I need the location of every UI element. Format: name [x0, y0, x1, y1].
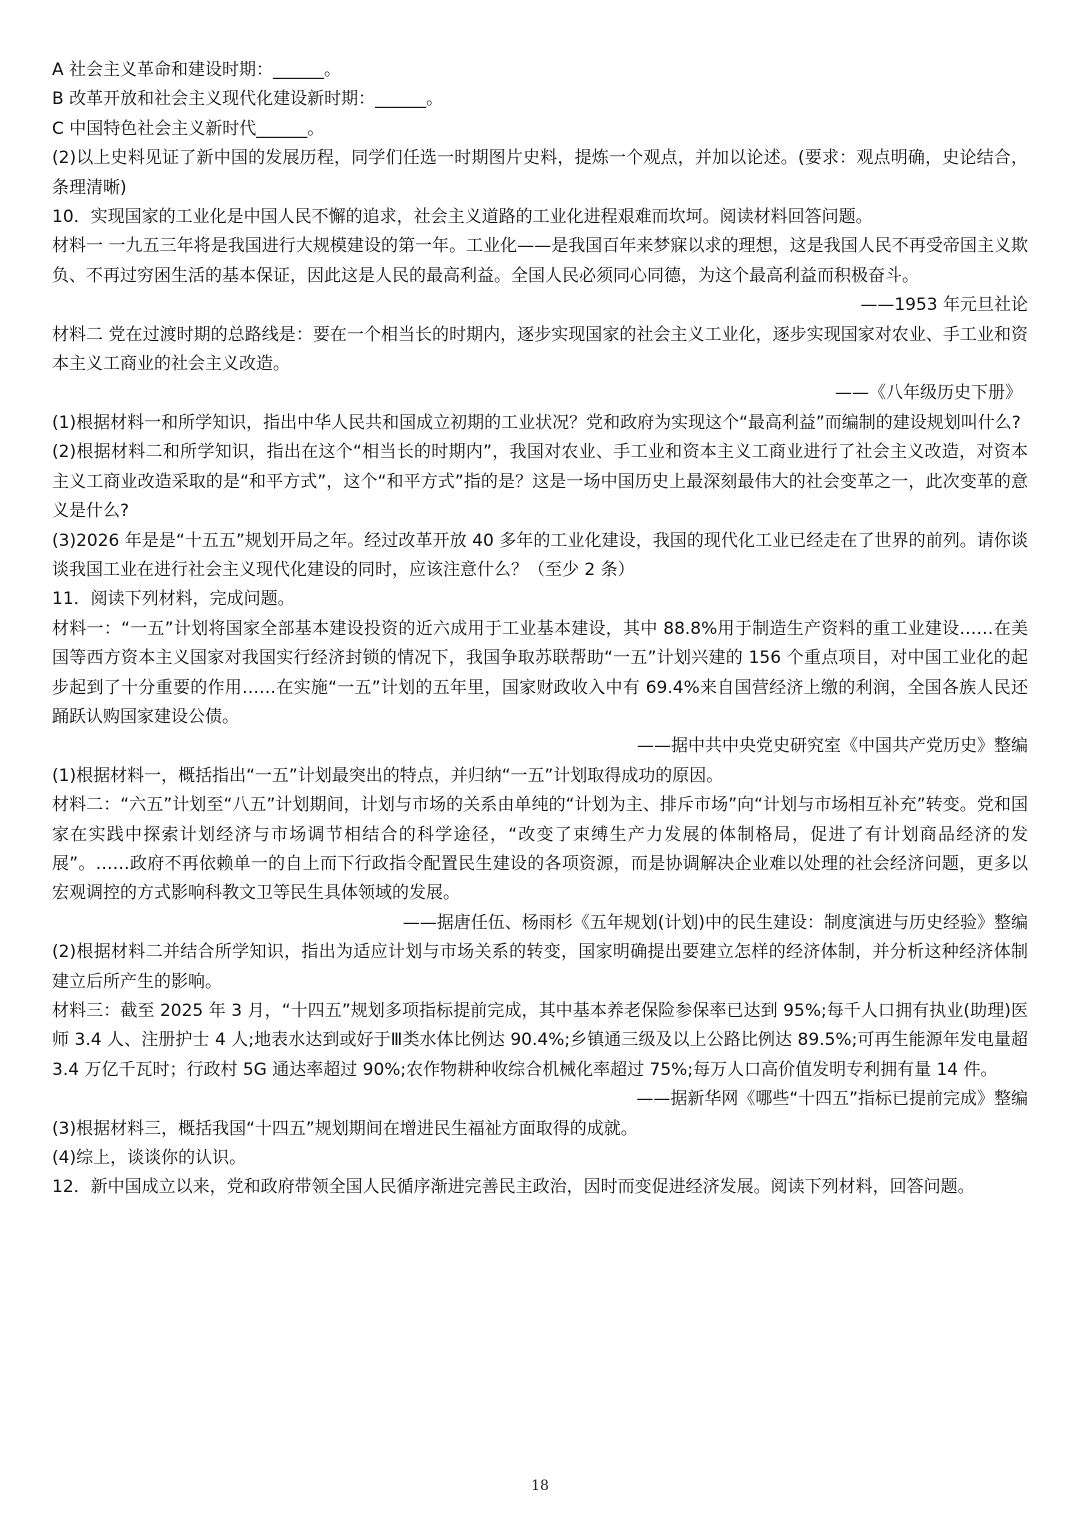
document-page — [52, 56, 1028, 1203]
q9-option-c: C 中国特色社会主义新时代______。 — [52, 118, 325, 139]
q10-stem: 10．实现国家的工业化是中国人民不懈的追求，社会主义道路的工业化进程艰难而坎坷。阅读材料回答问题。 — [52, 207, 873, 228]
q10-material-1: 材料一 一九五三年将是我国进行大规模建设的第一年。工业化——是我国百年来梦寐以求的理想，这是我国人民不再受帝国主义欺负、不再过穷困生活的基本保证，因此这是人民的最高利益。全国人民必须同心同德，为这个最高利益而积极奋斗。 — [52, 236, 1028, 286]
q11-material-1: 材料一：“一五”计划将国家全部基本建设投资的近六成用于工业基本建设，其中 88.8%用于制造生产资料的重工业建设……在美国等西方资本主义国家对我国实行经济封锁的情况下，我国争取苏联帮助“一五”计划兴建的 156 个重点项目，对中国工业化的起步起到了十分重要的作用……在实施“一五”计划的五年里，国家财政收入中有 69.4%来自国营经济上缴的利润，全国各族人民还踊跃认购国家建设公债。 — [52, 618, 1028, 727]
q9-option-b: B 改革开放和社会主义现代化建设新时期：______。 — [52, 89, 444, 110]
q11-material-1-source: ——据中共中央党史研究室《中国共产党历史》整编 — [637, 736, 1028, 757]
q11-subquestion-1: (1)根据材料一，概括指出“一五”计划最突出的特点，并归纳“一五”计划取得成功的原因。 — [52, 765, 724, 786]
q10-subquestion-3: (3)2026 年是是“十五五”规划开局之年。经过改革开放 40 多年的工业化建设，我国的现代化工业已经走在了世界的前列。请你谈谈我国工业在进行社会主义现代化建设的同时，应该注意什么？（至少 2 条） — [52, 530, 1028, 580]
q11-material-3: 材料三：截至 2025 年 3 月，“十四五”规划多项指标提前完成，其中基本养老保险参保率已达到 95%;每千人口拥有执业(助理)医师 3.4 人、注册护士 4 人;地表水达到或好于Ⅲ类水体比例达 90.4%;乡镇通三级及以上公路比例达 89.5%;可再生能源年发电量超 3.4 万亿千瓦时；行政村 5G 通达率超过 90%;农作物耕种收综合机械化率超过 75%;每万人口高价值发明专利拥有量 14 件。 — [52, 1001, 1028, 1080]
q9-option-a: A 社会主义革命和建设时期：______。 — [52, 60, 342, 80]
q10-subquestion-1: (1)根据材料一和所学知识，指出中华人民共和国成立初期的工业状况？党和政府为实现这个“最高利益”而编制的建设规划叫什么? — [52, 412, 1021, 433]
q10-material-1-source: ——1953 年元旦社论 — [860, 295, 1028, 316]
q10-material-2: 材料二 党在过渡时期的总路线是：要在一个相当长的时期内，逐步实现国家的社会主义工业化，逐步实现国家对农业、手工业和资本主义工商业的社会主义改造。 — [52, 324, 1028, 375]
q12-stem: 12．新中国成立以来，党和政府带领全国人民循序渐进完善民主政治，因时而变促进经济发展。阅读下列材料，回答问题。 — [52, 1177, 975, 1198]
q11-subquestion-4: (4)综上，谈谈你的认识。 — [52, 1148, 247, 1169]
q11-subquestion-2: (2)根据材料二并结合所学知识，指出为适应计划与市场关系的转变，国家明确提出要建立怎样的经济体制，并分析这种经济体制建立后所产生的影响。 — [52, 942, 1028, 992]
q9-subquestion-2: (2)以上史料见证了新中国的发展历程，同学们任选一时期图片史料，提炼一个观点，并加以论述。(要求：观点明确，史论结合，条理清晰) — [52, 148, 1028, 198]
page-number: 18 — [531, 1478, 549, 1494]
q10-material-2-source: ——《八年级历史下册》 — [835, 383, 1022, 404]
q11-stem: 11．阅读下列材料，完成问题。 — [52, 589, 295, 610]
q11-material-3-source: ——据新华网《哪些“十四五”指标已提前完成》整编 — [636, 1089, 1028, 1110]
q11-material-2: 材料二：“六五”计划至“八五”计划期间，计划与市场的关系由单纯的“计划为主、排斥市场”向“计划与市场相互补充”转变。党和国家在实践中探索计划经济与市场调节相结合的科学途径，“改变了束缚生产力发展的体制格局，促进了有计划商品经济的发展”。……政府不再依赖单一的自上而下行政指令配置民生建设的各项资源，而是协调解决企业难以处理的社会经济问题，更多以宏观调控的方式影响科教文卫等民生具体领域的发展。 — [52, 795, 1028, 904]
q11-subquestion-3: (3)根据材料三，概括我国“十四五”规划期间在增进民生福祉方面取得的成就。 — [52, 1118, 638, 1139]
q11-material-2-source: ——据唐任伍、杨雨杉《五年规划(计划)中的民生建设：制度演进与历史经验》整编 — [402, 912, 1028, 933]
q10-subquestion-2: (2)根据材料二和所学知识，指出在这个“相当长的时期内”，我国对农业、手工业和资本主义工商业进行了社会主义改造，对资本主义工商业改造采取的是“和平方式”，这个“和平方式”指的是？这是一场中国历史上最深刻最伟大的社会变革之一，此次变革的意义是什么? — [52, 442, 1028, 522]
